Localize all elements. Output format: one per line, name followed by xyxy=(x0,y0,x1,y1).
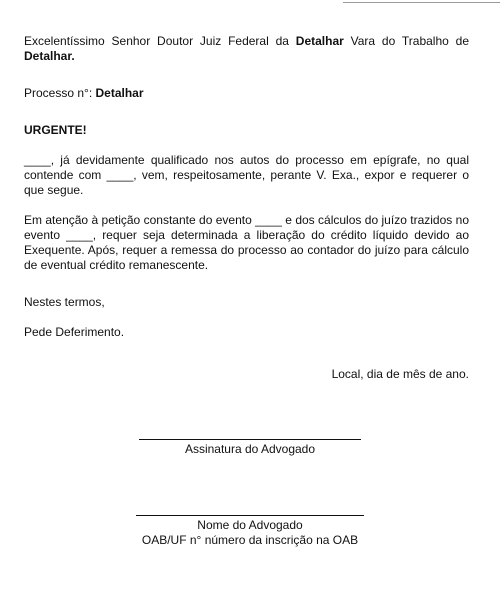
local-date-line: Local, dia de mês de ano. xyxy=(331,367,469,381)
signature-line xyxy=(139,439,361,440)
closing-pede-deferimento: Pede Deferimento. xyxy=(24,325,125,339)
top-divider-line xyxy=(343,0,500,3)
intro-paragraph: ____, já devidamente qualificado nos autos do processo em epígrafe, no qual contende com ____, vem, respeitosamente, perante V. Exa., expor e requerer o que segue. xyxy=(24,153,469,197)
process-number xyxy=(24,86,469,101)
signature-block xyxy=(0,439,500,457)
process-label: Processo n°: xyxy=(24,86,96,100)
process-value: Detalhar xyxy=(95,86,144,100)
oab-number-label: OAB/UF n° número da inscrição na OAB xyxy=(141,533,359,547)
signature-label: Assinatura do Advogado xyxy=(184,442,316,456)
court-address xyxy=(24,34,469,64)
closing-nestes-termos: Nestes termos, xyxy=(24,295,105,309)
lawyer-name-label: Nome do Advogado xyxy=(197,518,303,532)
lawyer-name-line xyxy=(136,515,364,516)
city-placeholder: Detalhar. xyxy=(24,49,75,63)
urgent-heading xyxy=(24,123,469,138)
vara-placeholder: Detalhar xyxy=(295,34,344,48)
urgent-text: URGENTE! xyxy=(24,123,87,137)
request-paragraph: Em atenção à petição constante do evento ____ e dos cálculos do juízo trazidos no evento ____, requer seja determinada a liberação do crédito líquido devido ao Exequente. Após, requer a remessa do processo ao contador do juízo para cálculo de eventual crédito remanescente. xyxy=(24,213,469,272)
lawyer-name-block xyxy=(0,515,500,548)
petition-document xyxy=(24,34,469,340)
address-prefix: Excelentíssimo Senhor Doutor Juiz Federal da xyxy=(24,34,296,48)
address-middle: Vara do Trabalho de xyxy=(343,34,469,48)
